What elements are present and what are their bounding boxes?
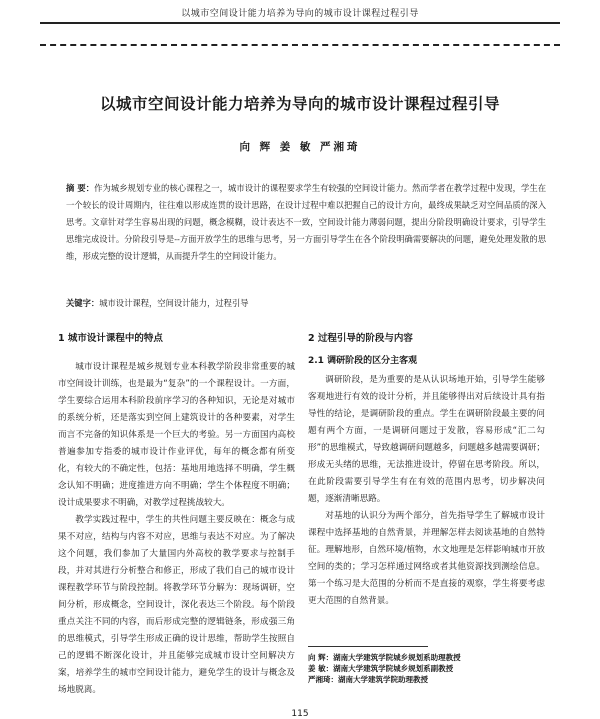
footnote: 向 辉：湖南大学建筑学院城乡规划系助理教授: [308, 653, 461, 662]
section-1-paragraph: 教学实践过程中，学生的共性问题主要反映在：概念与成果不对应，结构与内容不对应，思维与表达不对应。为了解决这个问题，我们参加了大量国内外高校的教学要求与控制手段，并对其进行分析整合和修正，形成了我们自己的城市设计课程教学环节与阶段控制。将教学环节分解为：现场调研，空间分析，形成概念，空间设计，深化表达三个阶段。每个阶段重点关注不同的内容，而后形成完整的逻辑链条，形成强三角的思维模式，引导学生形成正确的设计思维，帮助学生按照自己的逻辑不断深化设计，并且能够完成城市设计空间解决方案，培养学生的城市空间设计能力，避免学生的设计与概念及场地脱离。: [58, 515, 295, 695]
footnote: 严湘琦：湖南大学建筑学院助理教授: [308, 675, 428, 684]
abstract: [66, 180, 546, 265]
keywords: [66, 297, 546, 309]
section-2-paragraph: 调研阶段，是为重要的是从认识场地开始，引导学生能够客观地进行有效的设计分析，并且能够得出对后续设计具有指导性的结论，是调研阶段的重点。学生在调研阶段最主要的问题有两个方面，一是调研问题过于发散，容易形成“汇二勾形”的思维模式，导致越调研问题越多，问题越多越需要调研；形成无头绪的思维，无法推进设计，停留在思考阶段。所以，在此阶段需要引导学生有在有效的范围内思考，切步解决问题，逐渐清晰思路。: [308, 375, 545, 504]
abstract-label: 摘 要：: [66, 183, 95, 193]
header-rule: [40, 22, 560, 24]
running-head: 以城市空间设计能力培养为导向的城市设计课程过程引导: [181, 9, 419, 19]
page-number: 115: [291, 709, 309, 719]
section-2-paragraph: 对基地的认识分为两个部分，首先指导学生了解城市设计课程中选择基地的自然背景，并理解怎样去阅读基地的自然特征。理解地形，自然环境/植物，水文地理是怎样影响城市开放空间的类的；学习怎样通过网络或者其他资源找到测绘信息。第一个练习是大范围的分析而不是直接的观察，学生将要考虑更大范围的自然背景。: [308, 511, 545, 606]
keywords-label: 关键字：: [66, 298, 100, 308]
authors: 向 辉 姜 敏 严湘琦: [239, 141, 361, 153]
footnote-rule: [308, 646, 428, 647]
footnotes: [308, 652, 558, 685]
header-dashed-rule: [40, 44, 560, 46]
paper-title: 以城市空间设计能力培养为导向的城市设计课程过程引导: [99, 95, 500, 113]
section-2-1-heading: 2.1 调研阶段的区分主客观: [308, 356, 418, 366]
right-column: [308, 330, 545, 610]
left-column: [58, 330, 295, 699]
section-1-heading: 1 城市设计课程中的特点: [58, 333, 163, 344]
section-2-heading: 2 过程引导的阶段与内容: [308, 333, 413, 344]
footnote: 姜 敏：湖南大学建筑学院城乡规划系副教授: [308, 664, 454, 673]
abstract-text: 作为城乡规划专业的核心课程之一，城市设计的课程要求学生有较强的空间设计能力。然而学者在教学过程中发现，学生在一个较长的设计周期内，往往难以形成连贯的设计思路，在设计过程中难以把握自己的设计方向，最终成果缺乏对空间品质的深入思考。文章针对学生容易出现的问题，概念模糊，设计表达不一致，空间设计能力薄弱问题，提出分阶段明确设计要求，引导学生思维完成设计。分阶段引导是--方面开放学生的思维与思考，另一方面引导学生在各个阶段明确需要解决的问题，避免处理发散的思维，形成完整的设计逻辑，从而提升学生的空间设计能力。: [66, 183, 546, 261]
section-1-paragraph: 城市设计课程是城乡规划专业本科教学阶段非常重要的城市空间设计训练，也是最为“复杂”的一个课程设计。一方面，学生要综合运用本科阶段前序学习的各种知识，无论是对城市的系统分析，还是落实到空间上建筑设计的各种要素，对学生而言不完备的知识体系是一个巨大的考验。另一方面国内高校普遍参加专指委的城市设计作业评优，每年的概念都有所变化，有较大的不确定性，包括：基地用地选择不明确，学生概念认知不明确；进度推进方向不明确；学生个体程度不明确；设计成果要求不明确，对教学过程挑战较大。: [58, 362, 295, 508]
keywords-text: 城市设计课程，空间设计能力，过程引导: [99, 298, 249, 308]
